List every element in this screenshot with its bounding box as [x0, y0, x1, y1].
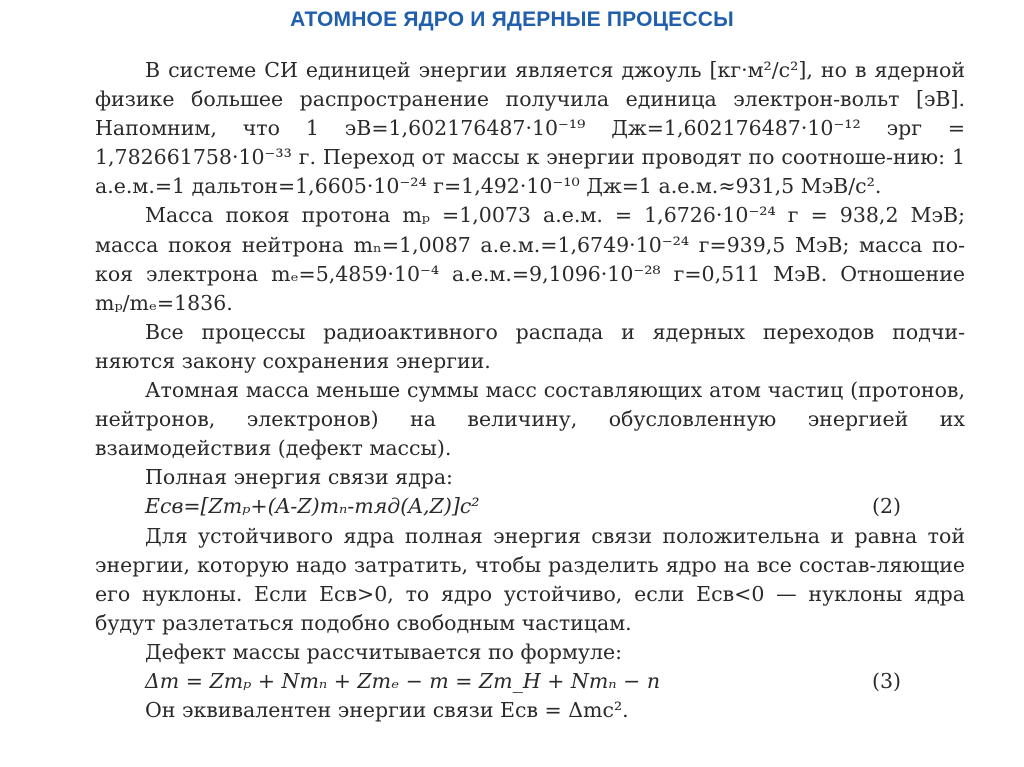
- paragraph-si-units: В системе СИ единицей энергии является джоуль [кг·м²/с²], но в ядерной физике большее распространение получила единица электрон-вольт [эВ]. Напомним, что 1 эВ=1,602176487·10⁻¹⁹ Дж=1,602176487·10⁻¹² эрг = 1,782661758·10⁻³³ г. Переход от массы к энергии проводят по соотноше-нию: 1 а.е.м.=1 дальтон=1,6605·10⁻²⁴ г=1,492·10⁻¹⁰ Дж=1 а.е.м.≈931,5 МэВ/с².: [95, 58, 965, 199]
- page-title: АТОМНОЕ ЯДРО И ЯДЕРНЫЕ ПРОЦЕССЫ: [290, 8, 734, 31]
- formula-2-text: Eсв=[Zmₚ+(A-Z)mₙ-mяд(A,Z)]c²: [145, 494, 480, 519]
- formula-2-number: (2): [871, 494, 901, 519]
- document-body: [95, 56, 965, 725]
- paragraph-binding-energy-label: Полная энергия связи ядра:: [145, 465, 453, 490]
- formula-3-number: (3): [871, 668, 901, 693]
- formula-mass-defect: [95, 667, 965, 696]
- paragraph-energy-conservation: Все процессы радиоактивного распада и ядерных переходов подчи-няются закону сохранения энергии.: [95, 319, 965, 373]
- paragraph-mass-defect-intro: Атомная масса меньше суммы масс составляющих атом частиц (протонов, нейтронов, электронов) на величину, обусловленную энергией их взаимодействия (дефект массы).: [95, 378, 965, 461]
- paragraph-rest-masses: Масса покоя протона mₚ =1,0073 а.е.м. = 1,6726·10⁻²⁴ г = 938,2 МэВ; масса покоя нейтрона mₙ=1,0087 а.е.м.=1,6749·10⁻²⁴ г=939,5 МэВ; масса по-коя электрона mₑ=5,4859·10⁻⁴ а.е.м.=9,1096·10⁻²⁸ г=0,511 МэВ. Отношение mₚ/mₑ=1836.: [95, 203, 965, 315]
- formula-3-text: Δm = Zmₚ + Nmₙ + Zmₑ − m = Zm_H + Nmₙ − n: [145, 668, 661, 693]
- formula-binding-energy: [95, 492, 965, 521]
- paragraph-mass-defect-label: Дефект массы рассчитывается по формуле:: [145, 639, 623, 664]
- paragraph-stable-nucleus: Для устойчивого ядра полная энергия связи положительна и равна той энергии, которую надо затратить, чтобы разделить ядро на все состав-ляющие его нуклоны. Если Eсв>0, то ядро устойчиво, если Eсв<0 — нуклоны ядра будут разлетаться подобно свободным частицам.: [95, 523, 965, 635]
- paragraph-equivalence: Он эквивалентен энергии связи Eсв = Δmc².: [145, 698, 629, 723]
